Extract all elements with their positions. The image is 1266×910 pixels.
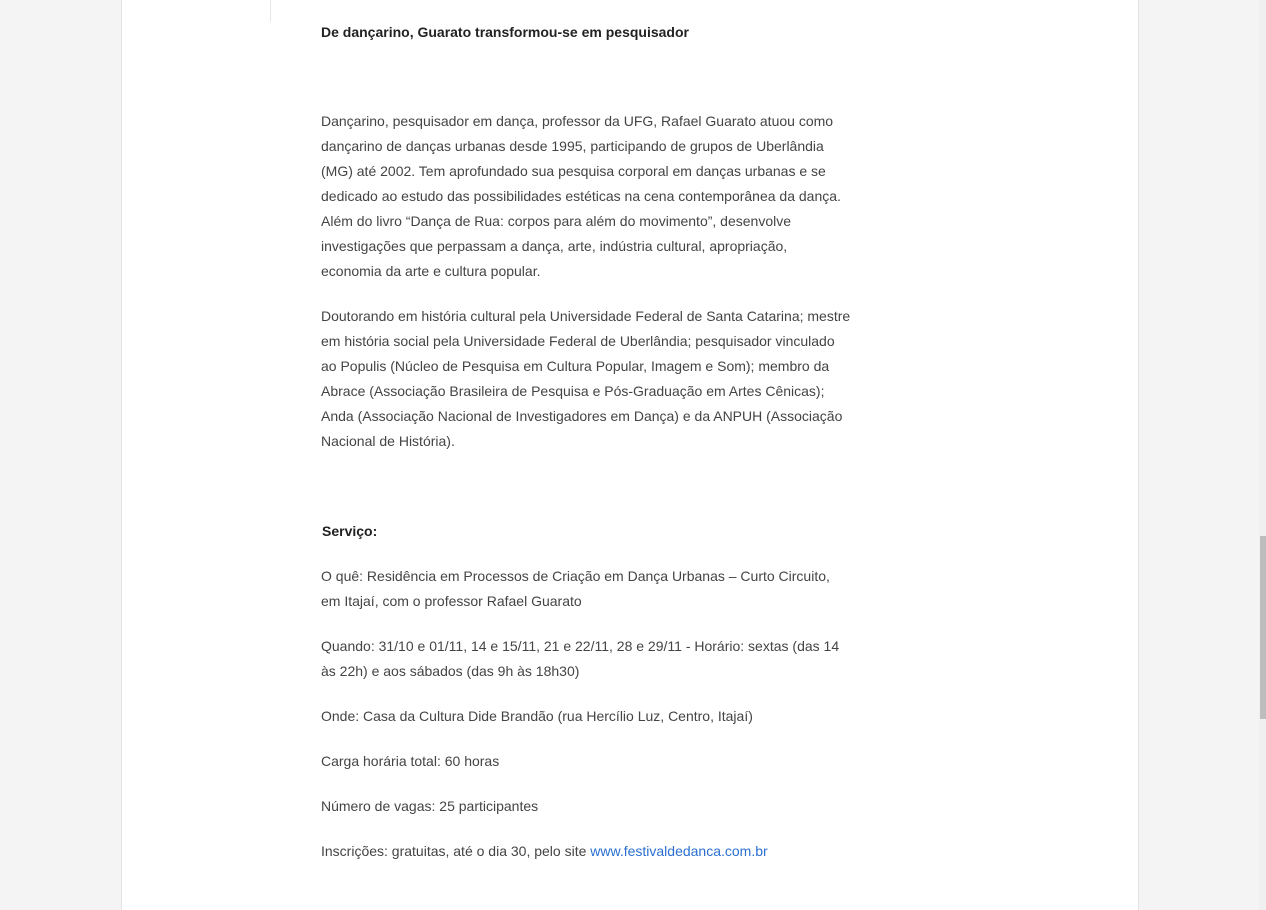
servico-inscricoes: [321, 839, 768, 864]
academic-paragraph: Doutorando em história cultural pela Universidade Federal de Santa Catarina; mestre em história social pela Universidade Federal de Uberlândia; pesquisador vinculado ao Populis (Núcleo de Pesquisa em Cultura Popular, Imagem e Som); membro da Abrace (Associação Brasileira de Pesquisa e Pós-Graduação em Artes Cênicas); Anda (Associação Nacional de Investigadores em Dança) e da ANPUH (Associação Nacional de História).: [321, 308, 851, 449]
inscricoes-text: Inscrições: gratuitas, até o dia 30, pelo site: [321, 843, 591, 859]
servico-oque: O quê: Residência em Processos de Criação em Dança Urbanas – Curto Circuito, em Itajaí, com o professor Rafael Guarato: [321, 568, 830, 609]
scrollbar-thumb[interactable]: [1260, 536, 1266, 719]
servico-carga-horaria: Carga horária total: 60 horas: [321, 753, 500, 769]
divider: [270, 0, 271, 22]
servico-heading: Serviço:: [322, 523, 378, 539]
article-subheading: De dançarino, Guarato transformou-se em pesquisador: [321, 24, 689, 40]
bio-paragraph: Dançarino, pesquisador em dança, professor da UFG, Rafael Guarato atuou como dançarino de danças urbanas desde 1995, participando de grupos de Uberlândia (MG) até 2002. Tem aprofundado sua pesquisa corporal em danças urbanas e se dedicado ao estudo das possibilidades estéticas na cena contemporânea da dança. Além do livro “Dança de Rua: corpos para além do movimento”, desenvolve investigações que perpassam a dança, arte, indústria cultural, apropriação, economia da arte e cultura popular.: [321, 113, 841, 279]
scrollbar-track[interactable]: [1259, 0, 1266, 910]
servico-vagas: Número de vagas: 25 participantes: [321, 798, 539, 814]
servico-quando: Quando: 31/10 e 01/11, 14 e 15/11, 21 e 22/11, 28 e 29/11 - Horário: sextas (das 14 às 22h) e aos sábados (das 9h às 18h30): [321, 638, 840, 679]
festival-site-link[interactable]: www.festivaldedanca.com.br: [590, 843, 768, 859]
servico-onde: Onde: Casa da Cultura Dide Brandão (rua Hercílio Luz, Centro, Itajaí): [321, 708, 753, 724]
